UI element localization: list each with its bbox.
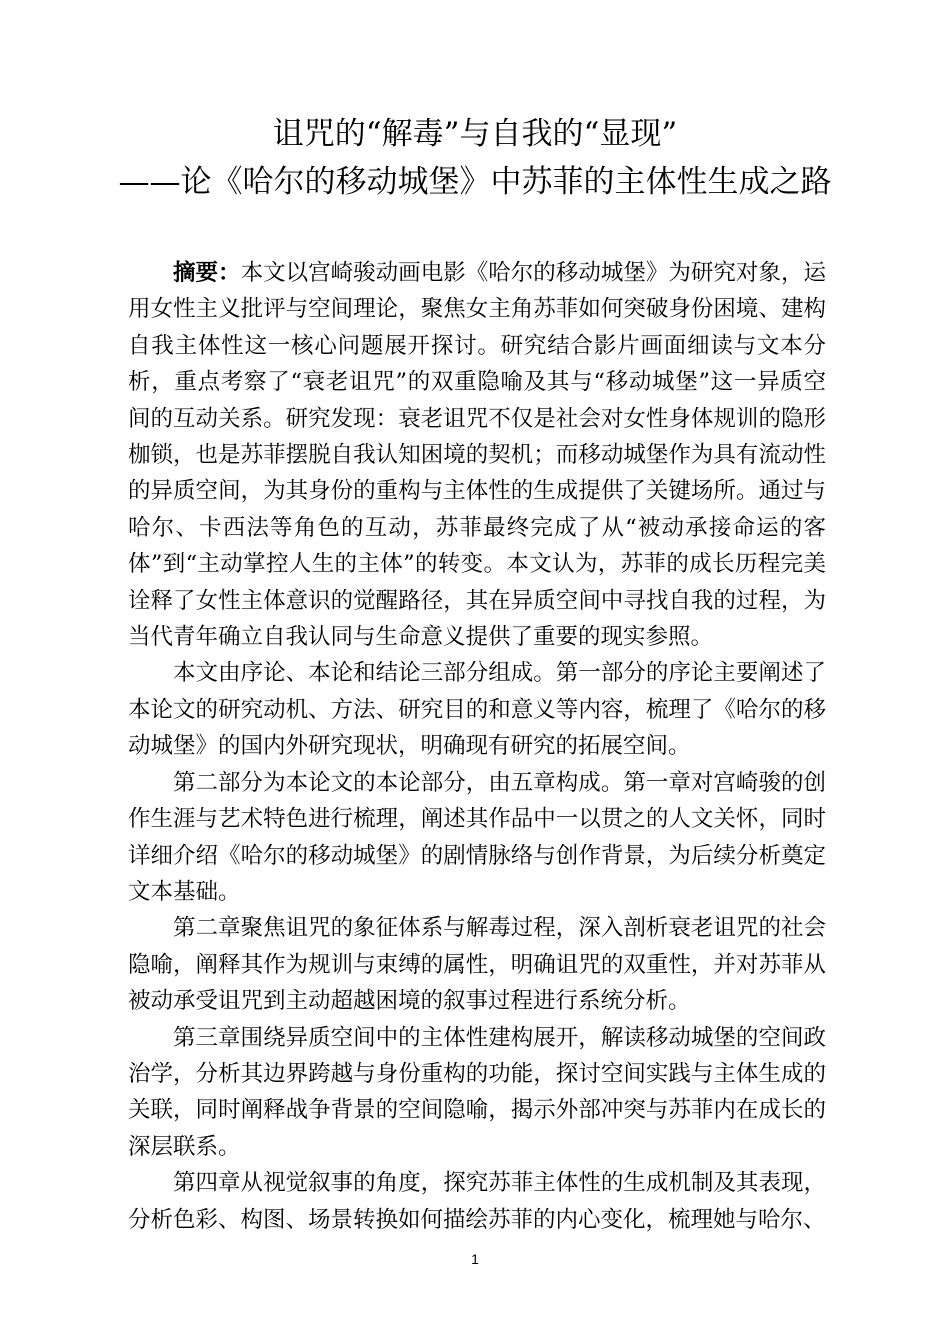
- paper-subtitle: ——论《哈尔的移动城堡》中苏菲的主体性生成之路: [118, 164, 832, 200]
- paper-title: 诅咒的“解毒”与自我的“显现”: [272, 116, 678, 152]
- paragraph-part-two: 第二部分为本论文的本论部分，由五章构成。第一章对宫崎骏的创作生涯与艺术特色进行梳理，阐述其作品中一以贯之的人文关怀，同时详细介绍《哈尔的移动城堡》的剧情脉络与创作背景，为后续分析奠定文本基础。: [128, 769, 826, 905]
- paragraph-chapter-two: 第二章聚焦诅咒的象征体系与解毒过程，深入剖析衰老诅咒的社会隐喻，阐释其作为规训与束缚的属性，明确诅咒的双重性，并对苏菲从被动承受诅咒到主动超越困境的叙事过程进行系统分析。: [128, 915, 826, 1015]
- paragraph-structure-overview: 本文由序论、本论和结论三部分组成。第一部分的序论主要阐述了本论文的研究动机、方法、研究目的和意义等内容，梳理了《哈尔的移动城堡》的国内外研究现状，明确现有研究的拓展空间。: [128, 660, 826, 760]
- abstract-text: 本文以宫崎骏动画电影《哈尔的移动城堡》为研究对象，运用女性主义批评与空间理论，聚焦女主角苏菲如何突破身份困境、建构自我主体性这一核心问题展开探讨。研究结合影片画面细读与文本分析，重点考察了“衰老诅咒”的双重隐喻及其与“移动城堡”这一异质空间的互动关系。研究发现：衰老诅咒不仅是社会对女性身体规训的隐形枷锁，也是苏菲摆脱自我认知困境的契机；而移动城堡作为具有流动性的异质空间，为其身份的重构与主体性的生成提供了关键场所。通过与哈尔、卡西法等角色的互动，苏菲最终完成了从“被动承接命运的客体”到“主动掌控人生的主体”的转变。本文认为，苏菲的成长历程完美诠释了女性主体意识的觉醒路径，其在异质空间中寻找自我的过程，为当代青年确立自我认同与生命意义提供了重要的现实参照。: [128, 260, 826, 651]
- paragraph-chapter-three: 第三章围绕异质空间中的主体性建构展开，解读移动城堡的空间政治学，分析其边界跨越与身份重构的功能，探讨空间实践与主体生成的关联，同时阐释战争背景的空间隐喻，揭示外部冲突与苏菲内在成长的深层联系。: [128, 1024, 826, 1160]
- paragraph-chapter-four: 第四章从视觉叙事的角度，探究苏菲主体性的生成机制及其表现，分析色彩、构图、场景转换如何描绘苏菲的内心变化，梳理她与哈尔、: [128, 1170, 826, 1233]
- body-text: [128, 255, 826, 1238]
- abstract-label: 摘要：: [173, 260, 241, 286]
- page-number: 1: [471, 1251, 479, 1267]
- abstract-paragraph: [128, 255, 826, 655]
